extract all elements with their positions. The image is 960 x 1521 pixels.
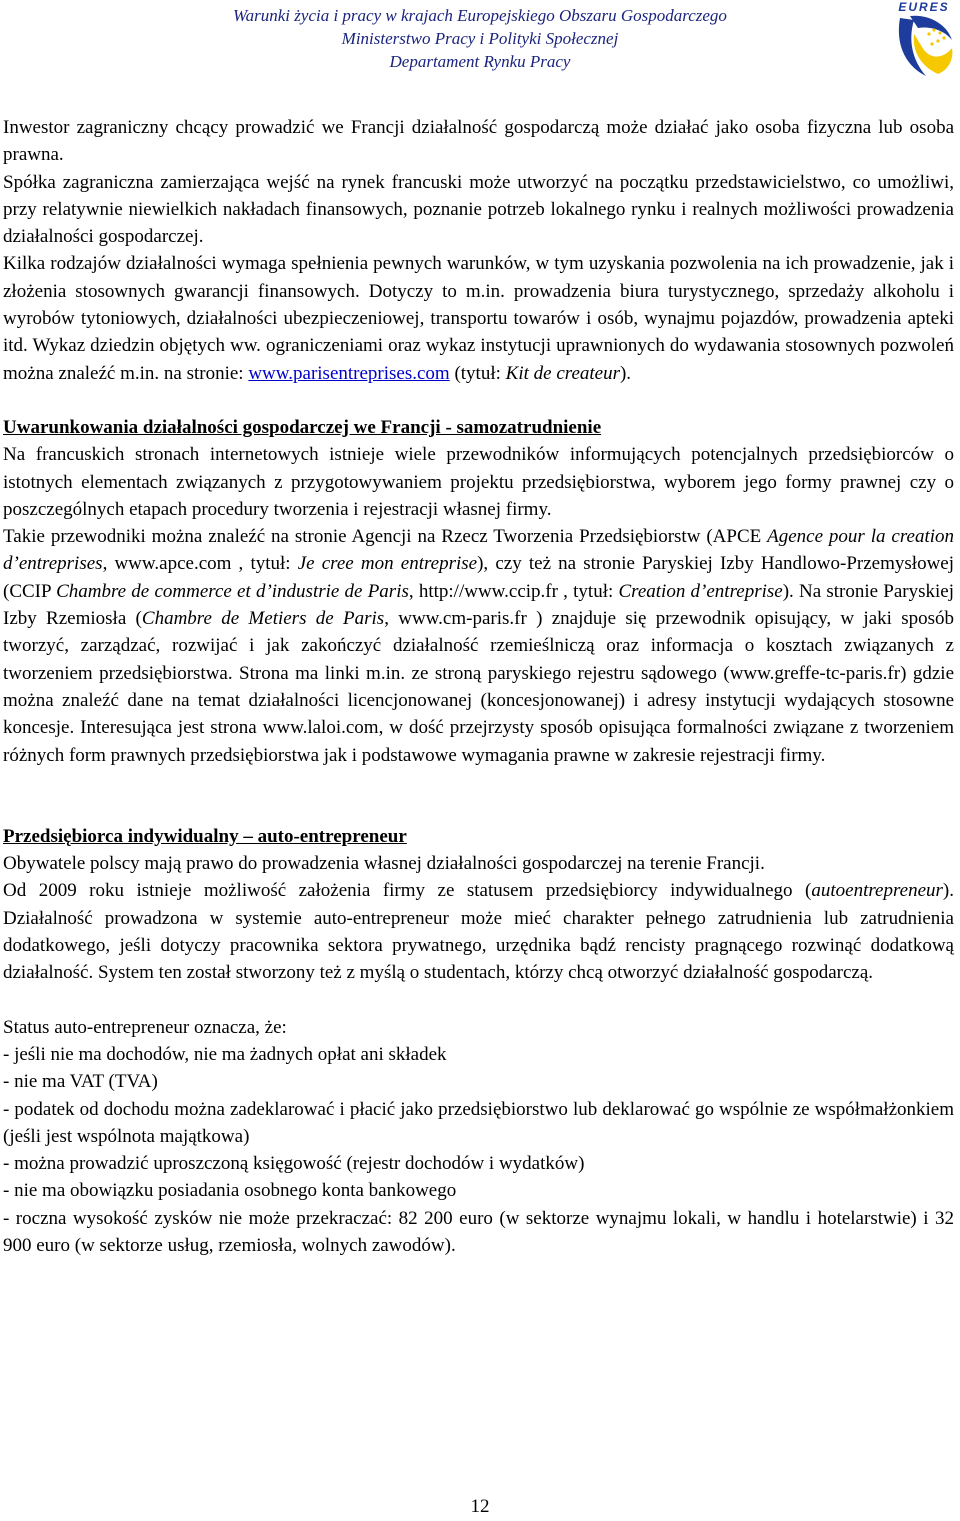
list-item: - roczna wysokość zysków nie może przekraczać: 82 200 euro (w sektorze wynajmu lokali, w handlu i hotelarstwie) i 32 900 euro (w sektorze usług, rzemiosła, wolnych zawodów).: [3, 1207, 954, 1256]
eures-logo-text: EURES: [898, 0, 950, 14]
list-item: - nie ma VAT (TVA): [3, 1071, 158, 1093]
paragraph: Obywatele polscy mają prawo do prowadzenia własnej działalności gospodarczej na terenie Francji.: [3, 853, 765, 875]
paragraph: Na francuskich stronach internetowych istnieje wiele przewodników informujących potencjalnych przedsiębiorców o istotnych elementach związanych z przygotowywaniem projektu przedsiębiorstwa, wyborem jego formy prawnej czy o poszczególnych etapach procedury tworzenia i rejestracji własnej firmy.: [3, 444, 954, 520]
list-item: - nie ma obowiązku posiadania osobnego konta bankowego: [3, 1180, 457, 1202]
italic-title: Creation d’entreprise: [618, 580, 783, 602]
text-run: (tytuł:: [449, 362, 506, 384]
section-heading: Przedsiębiorca indywidualny – auto-entrepreneur: [3, 825, 407, 847]
header-line-2: Ministerstwo Pracy i Polityki Społecznej: [341, 29, 619, 48]
text-run: Od 2009 roku istnieje możliwość założenia firmy ze statusem przedsiębiorcy indywidualnego (: [3, 880, 812, 902]
italic-name: Chambre de Metiers de Paris: [141, 608, 385, 630]
header-text: [0, 4, 960, 73]
status-intro: Status auto-entrepreneur oznacza, że:: [3, 1016, 287, 1038]
text-run: Kilka rodzajów działalności wymaga spełnienia pewnych warunków, w tym uzyskania pozwolenia na ich prowadzenie, jak i złożenia stosownych gwarancji finansowych. Dotyczy to m.in. prowadzenia biura turystycznego, sprzedaży alkoholu i wyrobów tytoniowych, działalności ubezpieczeniowej, transportu towarów i osób, wynajmu pojazdów, prowadzenia apteki itd. Wykaz dziedzin objętych ww. ograniczeniami oraz wykaz instytucji uprawnionych do wydawania stosownych pozwoleń można znaleźć m.in. na stronie:: [3, 253, 954, 384]
italic-title: Kit de createur: [505, 362, 620, 384]
page-number: 12: [470, 1496, 490, 1517]
text-run: ), czy też na stronie Paryskiej Izby Handlowo-Przemysłowej (CCIP: [3, 553, 954, 602]
list-item: - można prowadzić uproszczoną księgowość (rejestr dochodów i wydatków): [3, 1153, 585, 1175]
italic-name: Chambre de commerce et d’industrie de Paris: [56, 580, 409, 602]
document-body: [3, 114, 954, 1259]
list-item: - jeśli nie ma dochodów, nie ma żadnych opłat ani składek: [3, 1043, 447, 1065]
text-run: , www.cm-paris.fr ) znajduje się przewodnik opisujący, w jaki sposób tworzyć, zarządzać, rozwijać i jak zakończyć działalność rzemieślniczą oraz informacja o kosztach związanych z tworzeniem przedsiębiorstwa. Strona ma linki m.in. ze stroną paryskiego rejestru sądowego (www.greffe-tc-paris.fr) gdzie można znaleźć dane na temat działalności licencjonowanej (koncesjonowanej) i adresy instytucji wydających stosowne koncesje. Interesująca jest strona www.laloi.com, w dość przejrzysty sposób opisująca formalności związane z tworzeniem różnych form prawnych przedsiębiorstwa jak i podstawowe wymagania prawne w zakresie rejestracji firmy.: [3, 608, 954, 766]
italic-title: Je cree mon entreprise: [297, 553, 478, 575]
text-run: , www.apce.com , tytuł:: [102, 553, 298, 575]
paragraph: [3, 877, 954, 986]
list-item: - podatek od dochodu można zadeklarować i płacić jako przedsiębiorstwo lub deklarować go wspólnie ze współmałżonkiem (jeśli jest wspólnota majątkowa): [3, 1098, 954, 1147]
text-run: Takie przewodniki można znaleźć na stronie Agencji na Rzecz Tworzenia Przedsiębiorstw (APCE: [3, 526, 768, 548]
paragraph: [3, 523, 954, 769]
parisentreprises-link[interactable]: www.parisentreprises.com: [248, 362, 450, 384]
text-run: ).: [619, 362, 632, 384]
page-header: [0, 0, 960, 90]
paragraph: Inwestor zagraniczny chcący prowadzić we Francji działalność gospodarczą może działać jako osoba fizyczna lub osoba prawna.: [3, 117, 954, 166]
text-run: ). Na stronie Paryskiej Izby Rzemiosła (: [3, 580, 954, 630]
italic-term: autoentrepreneur: [811, 880, 943, 902]
eures-logo: [892, 0, 956, 80]
paragraph: Spółka zagraniczna zamierzająca wejść na rynek francuski może utworzyć na początku przedstawicielstwo, co umożliwi, przy relatywnie niewielkich nakładach finansowych, poznanie potrzeb lokalnego rynku i realnych możliwości prowadzenia działalności gospodarczej.: [3, 171, 954, 248]
text-run: ). Działalność prowadzona w systemie auto-entrepreneur może mieć charakter pełnego zatrudnienia lub zatrudnienia dodatkowego, jeśli dotyczy pracownika sektora prywatnego, urzędnika bądź rencisty pragnącego rozwinąć dodatkową działalność. System ten został stworzony też z myślą o studentach, którzy chcą otworzyć działalność gospodarczą.: [3, 880, 954, 984]
italic-name: Agence pour la creation d’entreprises: [3, 526, 954, 575]
header-line-1: Warunki życia i pracy w krajach Europejskiego Obszaru Gospodarczego: [233, 6, 727, 25]
section-heading: Uwarunkowania działalności gospodarczej we Francji - samozatrudnienie: [3, 416, 602, 438]
paragraph: [3, 250, 954, 386]
text-run: , http://www.ccip.fr , tytuł:: [408, 580, 619, 602]
header-line-3: Departament Rynku Pracy: [389, 52, 571, 71]
